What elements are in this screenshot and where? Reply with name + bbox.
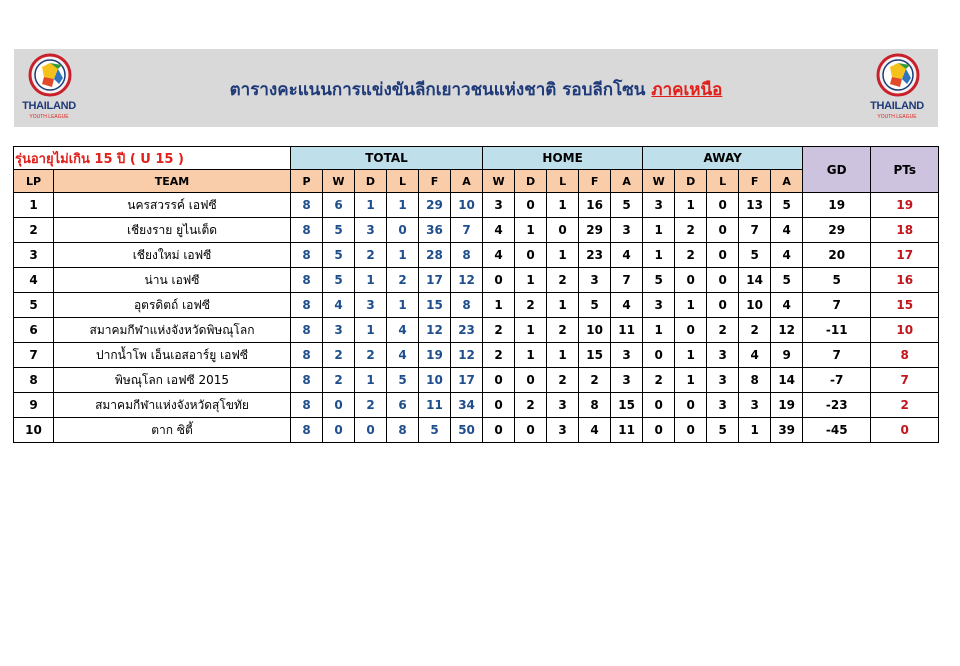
away-stat-cell: 2 — [707, 318, 739, 343]
total-stat-cell: 2 — [323, 368, 355, 393]
home-stat-cell: 0 — [483, 268, 515, 293]
home-stat-cell: 4 — [483, 218, 515, 243]
home-stat-cell: 2 — [483, 318, 515, 343]
total-stat-cell: 5 — [323, 218, 355, 243]
total-stat-cell: 8 — [291, 343, 323, 368]
home-stat-cell: 4 — [483, 243, 515, 268]
away-stat-cell: 0 — [643, 418, 675, 443]
total-stat-cell: 6 — [387, 393, 419, 418]
home-stat-cell: 3 — [483, 193, 515, 218]
rank-cell: 10 — [14, 418, 54, 443]
table-row — [14, 268, 939, 293]
home-stat-cell: 3 — [611, 343, 643, 368]
points-cell: 8 — [871, 343, 939, 368]
age-group-label: รุ่นอายุไม่เกิน 15 ปี ( U 15 ) — [14, 147, 291, 170]
away-stat-cell: 0 — [707, 268, 739, 293]
page-title — [14, 76, 938, 103]
total-stat-cell: 11 — [419, 393, 451, 418]
home-stat-cell: 7 — [611, 268, 643, 293]
away-stat-cell: 4 — [771, 218, 803, 243]
soccer-ball-icon — [876, 53, 920, 97]
table-row — [14, 393, 939, 418]
total-group-header: TOTAL — [291, 147, 483, 170]
total-stat-cell: 2 — [355, 343, 387, 368]
column-header: LP — [14, 170, 54, 193]
total-stat-cell: 2 — [355, 243, 387, 268]
total-stat-cell: 4 — [387, 318, 419, 343]
home-stat-cell: 3 — [547, 393, 579, 418]
rank-cell: 9 — [14, 393, 54, 418]
pts-header: PTs — [871, 147, 939, 193]
home-stat-cell: 1 — [483, 293, 515, 318]
away-stat-cell: 7 — [739, 218, 771, 243]
home-stat-cell: 1 — [515, 268, 547, 293]
logo-sub-text: YOUTH LEAGUE — [29, 114, 69, 120]
total-stat-cell: 29 — [419, 193, 451, 218]
home-stat-cell: 8 — [579, 393, 611, 418]
column-header: A — [771, 170, 803, 193]
total-stat-cell: 4 — [323, 293, 355, 318]
home-stat-cell: 2 — [483, 343, 515, 368]
away-stat-cell: 4 — [771, 293, 803, 318]
group-header-row — [14, 147, 939, 170]
rank-cell: 5 — [14, 293, 54, 318]
total-stat-cell: 0 — [323, 393, 355, 418]
page-title-text: ตารางคะแนนการแข่งขันลีกเยาวชนแห่งชาติ รอบลีกโซน — [229, 80, 646, 100]
column-header: F — [739, 170, 771, 193]
page-title-region: ภาคเหนือ — [651, 80, 723, 100]
away-stat-cell: 19 — [771, 393, 803, 418]
total-stat-cell: 1 — [387, 243, 419, 268]
home-stat-cell: 3 — [579, 268, 611, 293]
home-stat-cell: 1 — [547, 193, 579, 218]
team-name-cell: อุตรดิตถ์ เอฟซี — [54, 293, 291, 318]
rank-cell: 6 — [14, 318, 54, 343]
total-stat-cell: 3 — [355, 218, 387, 243]
away-stat-cell: 0 — [707, 293, 739, 318]
total-stat-cell: 19 — [419, 343, 451, 368]
home-stat-cell: 2 — [515, 393, 547, 418]
home-stat-cell: 15 — [579, 343, 611, 368]
home-stat-cell: 3 — [611, 368, 643, 393]
goal-difference-cell: 7 — [803, 293, 871, 318]
total-stat-cell: 5 — [387, 368, 419, 393]
away-stat-cell: 14 — [739, 268, 771, 293]
home-stat-cell: 2 — [547, 368, 579, 393]
away-stat-cell: 3 — [707, 343, 739, 368]
home-stat-cell: 0 — [515, 243, 547, 268]
away-stat-cell: 5 — [643, 268, 675, 293]
away-stat-cell: 0 — [675, 393, 707, 418]
total-stat-cell: 50 — [451, 418, 483, 443]
away-stat-cell: 12 — [771, 318, 803, 343]
rank-cell: 1 — [14, 193, 54, 218]
table-row — [14, 218, 939, 243]
column-header: A — [451, 170, 483, 193]
home-stat-cell: 2 — [579, 368, 611, 393]
away-stat-cell: 39 — [771, 418, 803, 443]
home-stat-cell: 5 — [579, 293, 611, 318]
goal-difference-cell: -45 — [803, 418, 871, 443]
home-stat-cell: 1 — [547, 293, 579, 318]
goal-difference-cell: -11 — [803, 318, 871, 343]
points-cell: 18 — [871, 218, 939, 243]
column-header: L — [707, 170, 739, 193]
home-stat-cell: 3 — [611, 218, 643, 243]
home-stat-cell: 11 — [611, 418, 643, 443]
points-cell: 0 — [871, 418, 939, 443]
away-stat-cell: 2 — [675, 243, 707, 268]
away-stat-cell: 14 — [771, 368, 803, 393]
total-stat-cell: 1 — [355, 318, 387, 343]
away-stat-cell: 1 — [675, 343, 707, 368]
table-row — [14, 368, 939, 393]
total-stat-cell: 5 — [419, 418, 451, 443]
league-logo-right — [864, 53, 930, 125]
column-header: F — [579, 170, 611, 193]
away-stat-cell: 9 — [771, 343, 803, 368]
table-row — [14, 243, 939, 268]
column-header: D — [675, 170, 707, 193]
table-row — [14, 418, 939, 443]
total-stat-cell: 8 — [291, 193, 323, 218]
points-cell: 2 — [871, 393, 939, 418]
home-stat-cell: 0 — [515, 368, 547, 393]
column-header: L — [547, 170, 579, 193]
home-stat-cell: 1 — [547, 343, 579, 368]
total-stat-cell: 0 — [387, 218, 419, 243]
column-header: F — [419, 170, 451, 193]
home-stat-cell: 23 — [579, 243, 611, 268]
away-stat-cell: 5 — [771, 268, 803, 293]
standings-table — [13, 146, 939, 443]
away-stat-cell: 5 — [707, 418, 739, 443]
total-stat-cell: 8 — [451, 243, 483, 268]
team-name-cell: น่าน เอฟซี — [54, 268, 291, 293]
column-header: L — [387, 170, 419, 193]
total-stat-cell: 1 — [355, 368, 387, 393]
team-name-cell: เชียงใหม่ เอฟซี — [54, 243, 291, 268]
total-stat-cell: 3 — [323, 318, 355, 343]
away-stat-cell: 0 — [675, 268, 707, 293]
away-stat-cell: 3 — [707, 368, 739, 393]
away-stat-cell: 3 — [643, 193, 675, 218]
total-stat-cell: 12 — [419, 318, 451, 343]
home-stat-cell: 1 — [515, 318, 547, 343]
total-stat-cell: 10 — [419, 368, 451, 393]
team-name-cell: สมาคมกีฬาแห่งจังหวัดพิษณุโลก — [54, 318, 291, 343]
away-stat-cell: 5 — [739, 243, 771, 268]
home-stat-cell: 16 — [579, 193, 611, 218]
away-stat-cell: 3 — [643, 293, 675, 318]
table-row — [14, 318, 939, 343]
away-stat-cell: 8 — [739, 368, 771, 393]
team-name-cell: พิษณุโลก เอฟซี 2015 — [54, 368, 291, 393]
column-header: P — [291, 170, 323, 193]
away-stat-cell: 0 — [643, 343, 675, 368]
team-name-cell: นครสวรรค์ เอฟซี — [54, 193, 291, 218]
column-header: D — [515, 170, 547, 193]
home-stat-cell: 0 — [483, 368, 515, 393]
team-name-cell: เชียงราย ยูไนเต็ด — [54, 218, 291, 243]
home-stat-cell: 10 — [579, 318, 611, 343]
away-stat-cell: 4 — [739, 343, 771, 368]
goal-difference-cell: -23 — [803, 393, 871, 418]
points-cell: 7 — [871, 368, 939, 393]
points-cell: 17 — [871, 243, 939, 268]
home-stat-cell: 15 — [611, 393, 643, 418]
goal-difference-cell: 20 — [803, 243, 871, 268]
home-stat-cell: 4 — [611, 293, 643, 318]
rank-cell: 3 — [14, 243, 54, 268]
total-stat-cell: 1 — [387, 293, 419, 318]
home-stat-cell: 2 — [547, 318, 579, 343]
table-row — [14, 343, 939, 368]
logo-sub-text: YOUTH LEAGUE — [877, 114, 917, 120]
logo-brand-text: THAILAND — [22, 100, 76, 112]
total-stat-cell: 8 — [387, 418, 419, 443]
away-stat-cell: 10 — [739, 293, 771, 318]
away-stat-cell: 0 — [707, 193, 739, 218]
home-stat-cell: 0 — [515, 418, 547, 443]
away-stat-cell: 2 — [739, 318, 771, 343]
away-stat-cell: 1 — [643, 318, 675, 343]
total-stat-cell: 5 — [323, 268, 355, 293]
home-stat-cell: 2 — [515, 293, 547, 318]
home-stat-cell: 4 — [611, 243, 643, 268]
away-stat-cell: 1 — [675, 368, 707, 393]
points-cell: 15 — [871, 293, 939, 318]
total-stat-cell: 8 — [451, 293, 483, 318]
column-header: W — [643, 170, 675, 193]
total-stat-cell: 12 — [451, 343, 483, 368]
total-stat-cell: 1 — [355, 193, 387, 218]
logo-brand-text: THAILAND — [870, 100, 924, 112]
total-stat-cell: 1 — [355, 268, 387, 293]
total-stat-cell: 8 — [291, 368, 323, 393]
total-stat-cell: 6 — [323, 193, 355, 218]
total-stat-cell: 34 — [451, 393, 483, 418]
away-stat-cell: 0 — [675, 318, 707, 343]
away-stat-cell: 1 — [675, 293, 707, 318]
away-stat-cell: 0 — [643, 393, 675, 418]
table-row — [14, 193, 939, 218]
total-stat-cell: 7 — [451, 218, 483, 243]
away-stat-cell: 5 — [771, 193, 803, 218]
column-header-row — [14, 170, 939, 193]
title-banner — [14, 49, 938, 127]
home-stat-cell: 1 — [547, 243, 579, 268]
home-stat-cell: 0 — [515, 193, 547, 218]
away-stat-cell: 2 — [643, 368, 675, 393]
column-header: D — [355, 170, 387, 193]
total-stat-cell: 0 — [355, 418, 387, 443]
points-cell: 19 — [871, 193, 939, 218]
home-stat-cell: 5 — [611, 193, 643, 218]
away-group-header: AWAY — [643, 147, 803, 170]
total-stat-cell: 17 — [419, 268, 451, 293]
team-name-cell: ตาก ซิตี้ — [54, 418, 291, 443]
goal-difference-cell: -7 — [803, 368, 871, 393]
rank-cell: 2 — [14, 218, 54, 243]
team-name-cell: ปากน้ำโพ เอ็นเอสอาร์ยู เอฟซี — [54, 343, 291, 368]
total-stat-cell: 4 — [387, 343, 419, 368]
home-group-header: HOME — [483, 147, 643, 170]
away-stat-cell: 13 — [739, 193, 771, 218]
home-stat-cell: 0 — [483, 393, 515, 418]
away-stat-cell: 1 — [739, 418, 771, 443]
total-stat-cell: 15 — [419, 293, 451, 318]
total-stat-cell: 8 — [291, 243, 323, 268]
table-row — [14, 293, 939, 318]
home-stat-cell: 1 — [515, 218, 547, 243]
rank-cell: 7 — [14, 343, 54, 368]
goal-difference-cell: 29 — [803, 218, 871, 243]
total-stat-cell: 12 — [451, 268, 483, 293]
total-stat-cell: 17 — [451, 368, 483, 393]
home-stat-cell: 29 — [579, 218, 611, 243]
home-stat-cell: 2 — [547, 268, 579, 293]
column-header: W — [483, 170, 515, 193]
total-stat-cell: 2 — [387, 268, 419, 293]
total-stat-cell: 0 — [323, 418, 355, 443]
total-stat-cell: 8 — [291, 393, 323, 418]
home-stat-cell: 0 — [483, 418, 515, 443]
gd-header: GD — [803, 147, 871, 193]
total-stat-cell: 23 — [451, 318, 483, 343]
goal-difference-cell: 7 — [803, 343, 871, 368]
away-stat-cell: 3 — [707, 393, 739, 418]
points-cell: 16 — [871, 268, 939, 293]
away-stat-cell: 2 — [675, 218, 707, 243]
home-stat-cell: 11 — [611, 318, 643, 343]
home-stat-cell: 0 — [547, 218, 579, 243]
goal-difference-cell: 19 — [803, 193, 871, 218]
total-stat-cell: 8 — [291, 318, 323, 343]
total-stat-cell: 28 — [419, 243, 451, 268]
total-stat-cell: 8 — [291, 418, 323, 443]
home-stat-cell: 1 — [515, 343, 547, 368]
total-stat-cell: 8 — [291, 268, 323, 293]
away-stat-cell: 3 — [739, 393, 771, 418]
column-header: A — [611, 170, 643, 193]
column-header: TEAM — [54, 170, 291, 193]
total-stat-cell: 2 — [355, 393, 387, 418]
total-stat-cell: 8 — [291, 218, 323, 243]
total-stat-cell: 36 — [419, 218, 451, 243]
away-stat-cell: 0 — [675, 418, 707, 443]
total-stat-cell: 2 — [323, 343, 355, 368]
away-stat-cell: 1 — [643, 218, 675, 243]
home-stat-cell: 4 — [579, 418, 611, 443]
total-stat-cell: 1 — [387, 193, 419, 218]
team-name-cell: สมาคมกีฬาแห่งจังหวัดสุโขทัย — [54, 393, 291, 418]
home-stat-cell: 3 — [547, 418, 579, 443]
away-stat-cell: 0 — [707, 218, 739, 243]
away-stat-cell: 1 — [675, 193, 707, 218]
rank-cell: 8 — [14, 368, 54, 393]
points-cell: 10 — [871, 318, 939, 343]
goal-difference-cell: 5 — [803, 268, 871, 293]
total-stat-cell: 10 — [451, 193, 483, 218]
total-stat-cell: 8 — [291, 293, 323, 318]
total-stat-cell: 5 — [323, 243, 355, 268]
away-stat-cell: 4 — [771, 243, 803, 268]
away-stat-cell: 0 — [707, 243, 739, 268]
column-header: W — [323, 170, 355, 193]
away-stat-cell: 1 — [643, 243, 675, 268]
total-stat-cell: 3 — [355, 293, 387, 318]
rank-cell: 4 — [14, 268, 54, 293]
